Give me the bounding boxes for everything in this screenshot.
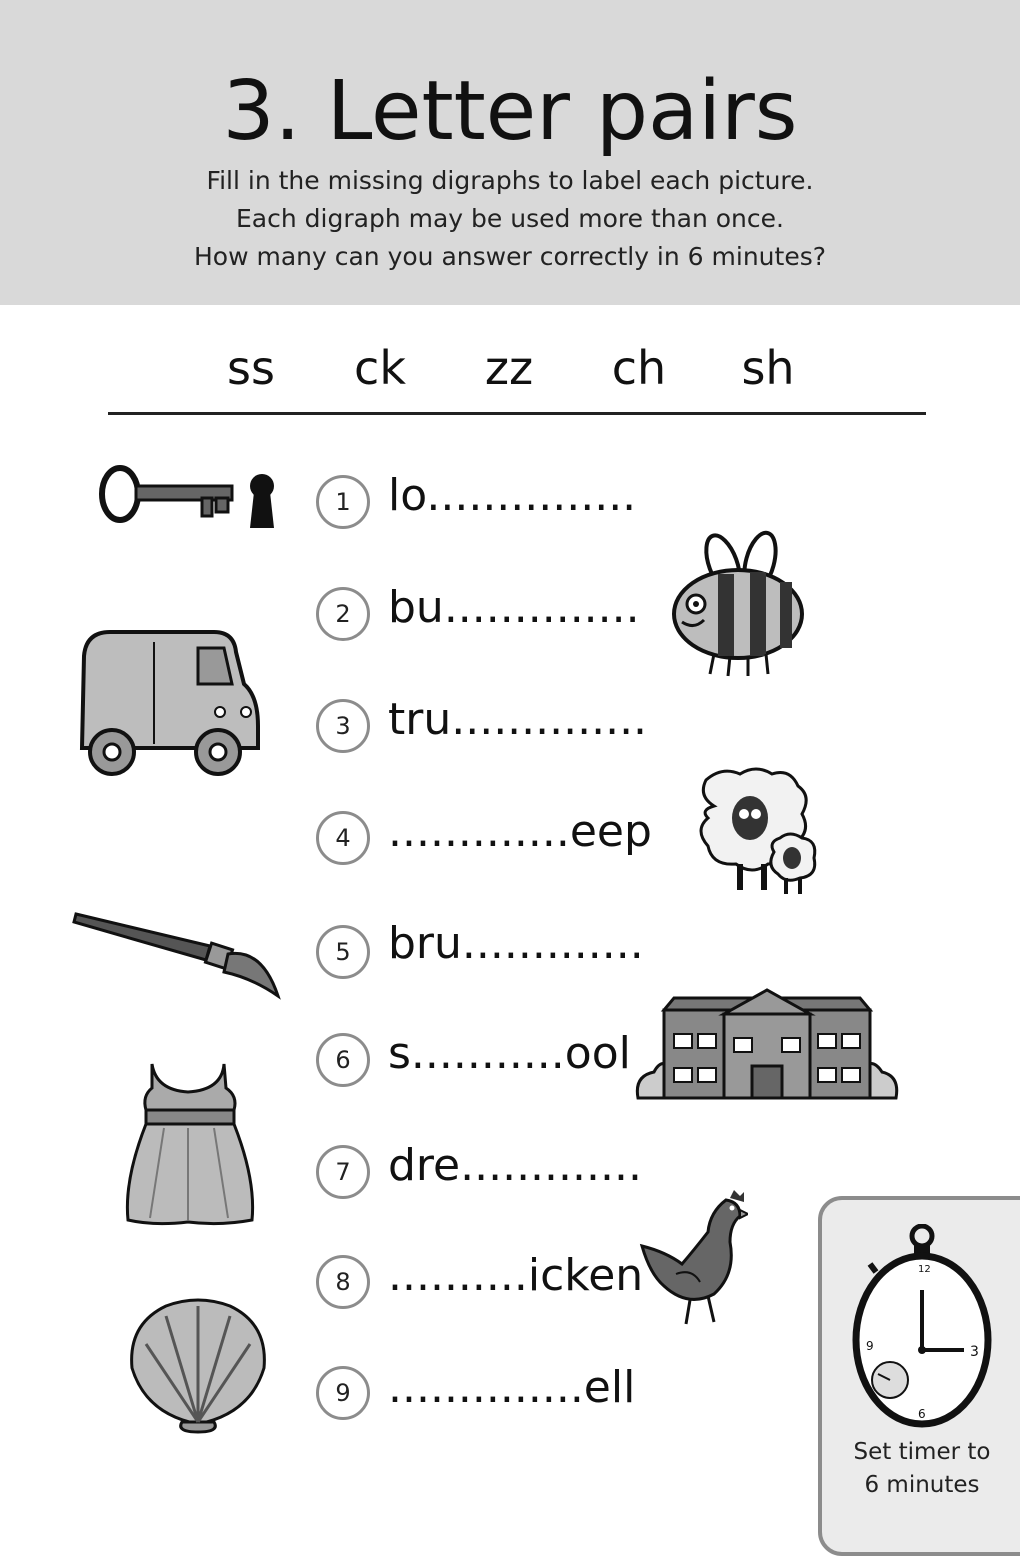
question-number-1: 1: [316, 475, 370, 529]
instruction-line-2: Each digraph may be used more than once.: [236, 204, 784, 233]
question-number-8: 8: [316, 1255, 370, 1309]
header-band: [0, 0, 1020, 305]
instructions: [0, 162, 1020, 276]
digraph-bank: [0, 338, 1020, 398]
van-icon: [74, 626, 264, 780]
digraph-ss: ss: [227, 341, 275, 395]
instruction-line-3: How many can you answer correctly in 6 minutes?: [193, 242, 826, 271]
chicken-icon: [636, 1190, 748, 1330]
sheep-icon: [694, 766, 826, 900]
dress-icon: [124, 1060, 256, 1226]
svg-text:12: 12: [918, 1264, 931, 1275]
bee-icon: [668, 526, 808, 680]
digraph-sh: sh: [741, 341, 795, 395]
page-title: 3. Letter pairs: [222, 64, 798, 159]
timer-caption-line-1: Set timer to: [853, 1439, 991, 1465]
question-word-1[interactable]: lo...............: [388, 470, 637, 521]
svg-text:6: 6: [918, 1407, 926, 1421]
question-number-3: 3: [316, 699, 370, 753]
key-icon: [98, 460, 238, 528]
question-number-2: 2: [316, 587, 370, 641]
question-word-8[interactable]: ..........icken: [388, 1250, 644, 1301]
question-word-4[interactable]: .............eep: [388, 806, 652, 857]
timer-caption: [822, 1436, 1020, 1502]
digraph-ch: ch: [611, 341, 667, 395]
question-word-5[interactable]: bru.............: [388, 918, 644, 969]
digraph-zz: zz: [484, 341, 534, 395]
question-word-3[interactable]: tru..............: [388, 694, 648, 745]
question-word-6[interactable]: s...........ool: [388, 1028, 631, 1079]
paintbrush-icon: [72, 908, 282, 1000]
timer-caption-line-2: 6 minutes: [864, 1472, 980, 1498]
question-number-7: 7: [316, 1145, 370, 1199]
instruction-line-1: Fill in the missing digraphs to label each picture.: [206, 166, 814, 195]
svg-text:9: 9: [866, 1339, 874, 1353]
question-number-6: 6: [316, 1033, 370, 1087]
svg-text:3: 3: [970, 1344, 979, 1360]
question-number-5: 5: [316, 925, 370, 979]
question-number-4: 4: [316, 811, 370, 865]
school-icon: [634, 986, 900, 1106]
question-word-9[interactable]: ..............ell: [388, 1362, 636, 1413]
question-number-9: 9: [316, 1366, 370, 1420]
digraph-ck: ck: [354, 341, 406, 395]
question-word-2[interactable]: bu..............: [388, 582, 640, 633]
divider-rule: [108, 412, 926, 415]
shell-icon: [126, 1294, 270, 1434]
question-word-7[interactable]: dre.............: [388, 1140, 642, 1191]
stopwatch-icon: [848, 1224, 998, 1428]
keyhole-icon: [246, 470, 278, 530]
